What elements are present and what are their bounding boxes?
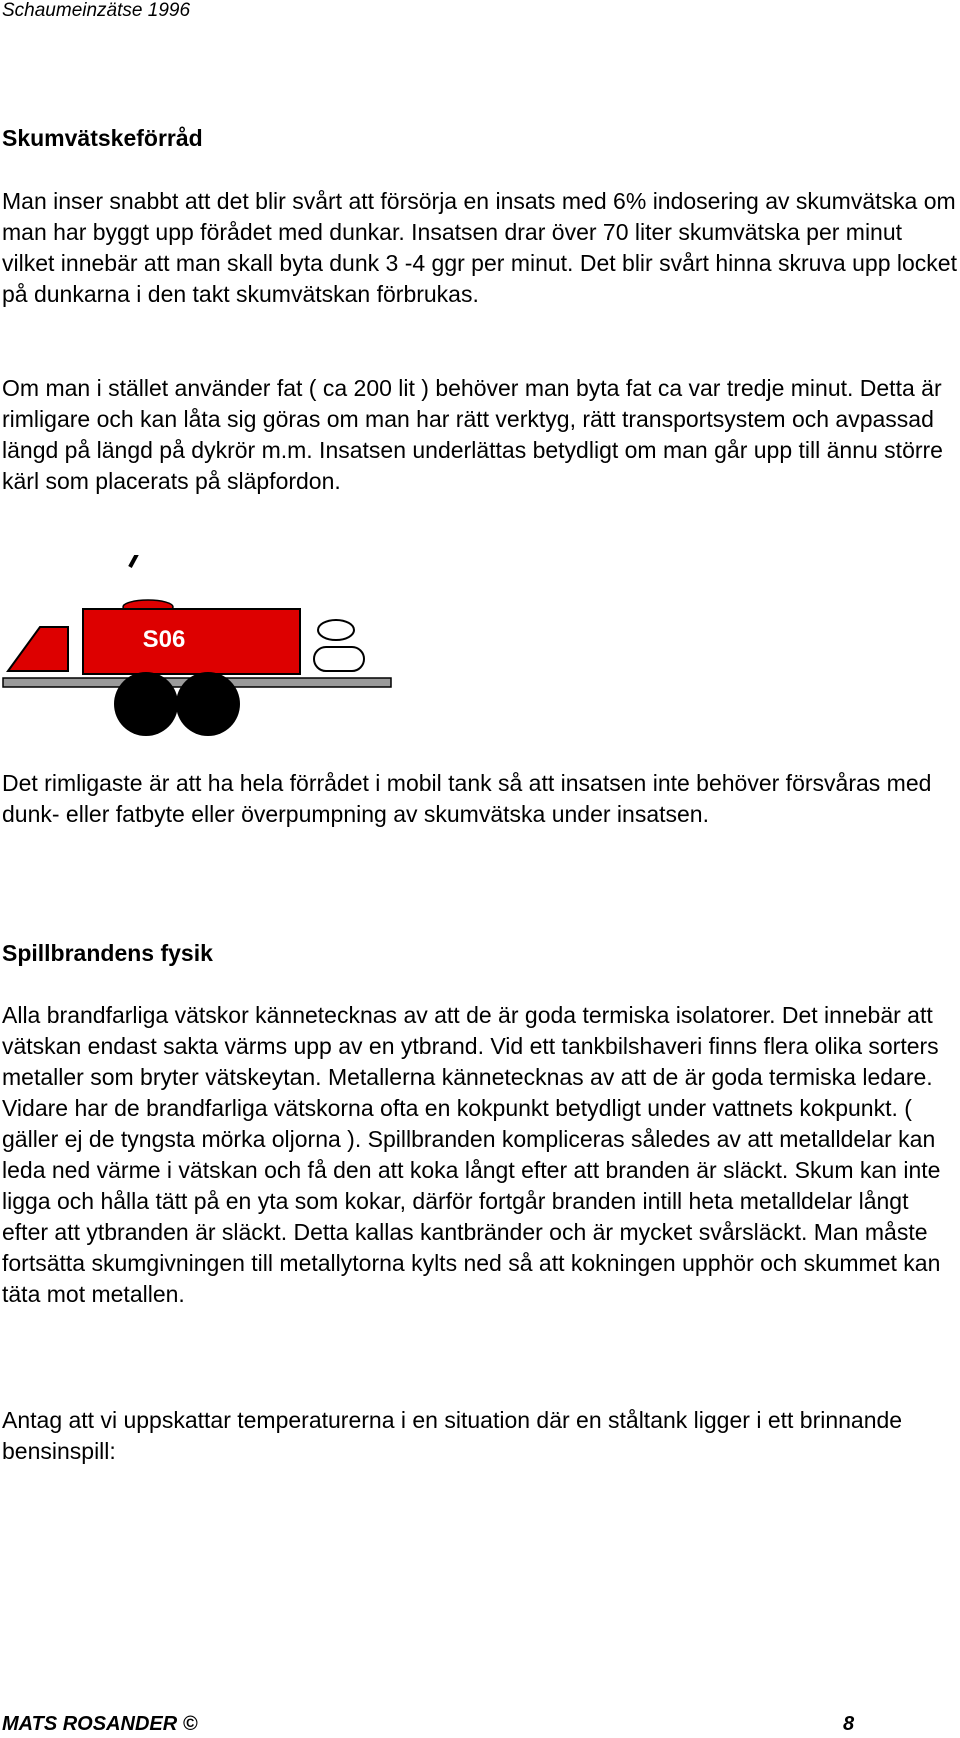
drum-bottom bbox=[314, 647, 364, 671]
paragraph: Om man i stället använder fat ( ca 200 lit ) behöver man byta fat ca var tredje minut. Detta är rimligare och kan låta sig göras om man har rätt verktyg, rätt transportsystem och avpassad längd på längd på dykrör m.m. Insatsen underlättas betydligt om man går upp till ännu större kärl som placerats på släpfordon. bbox=[2, 375, 943, 494]
paragraph: Alla brandfarliga vätskor kännetecknas av att de är goda termiska isolatorer. Det innebär att vätskan endast sakta värms upp av en ytbrand. Vid ett tankbilshaveri finns flera olika sorters metaller som bryter vätskeytan. Metallerna kännetecknas av att de är goda termiska ledare. Vidare har de brandfarliga vätskorna ofta en kokpunkt betydligt under vattnets kokpunkt. ( gäller ej de tyngsta mörka oljorna ). Spillbranden kompliceras således av att metalldelar kan leda ned värme i vätskan och få den att koka långt efter att branden är släckt. Skum kan inte ligga och hålla tätt på en yta som kokar, därför fortgår branden intill heta metalldelar långt efter att ytbranden är släckt. Detta kallas kantbränder och är mycket svårsläckt. Man måste fortsätta skumgivningen till metallytorna kylts ned så att kokningen upphör och skummet kan täta mot metallen. bbox=[2, 1002, 941, 1307]
trailer-front-section bbox=[8, 627, 68, 671]
page-number: 8 bbox=[843, 1713, 855, 1735]
running-header: Schaumeinzätse 1996 bbox=[2, 0, 191, 21]
section-heading-spill-fire-physics: Spillbrandens fysik bbox=[2, 940, 213, 966]
trailer-wheel bbox=[176, 672, 240, 736]
paragraph: Antag att vi uppskattar temperaturerna i en situation där en ståltank ligger i ett brinnande bensinspill: bbox=[2, 1407, 903, 1464]
foam-tank bbox=[83, 609, 300, 674]
footer-author: MATS ROSANDER © bbox=[2, 1713, 198, 1735]
foam-trailer-illustration bbox=[0, 555, 400, 740]
trailer-pole bbox=[130, 555, 150, 567]
trailer-wheel bbox=[114, 672, 178, 736]
section-heading-foam-storage: Skumvätskeförråd bbox=[2, 125, 203, 151]
paragraph: Det rimligaste är att ha hela förrådet i mobil tank så att insatsen inte behöver försvåras med dunk- eller fatbyte eller överpumpning av skumvätska under insatsen. bbox=[2, 770, 932, 827]
drum-top bbox=[318, 620, 354, 640]
tank-label: S06 bbox=[142, 626, 186, 653]
paragraph: Man inser snabbt att det blir svårt att försörja en insats med 6% indosering av skumvätska om man har byggt upp förådet med dunkar. Insatsen drar över 70 liter skumvätska per minut vilket innebär att man skall byta dunk 3 -4 ggr per minut. Det blir svårt hinna skruva upp locket på dunkarna i den takt skumvätskan förbrukas. bbox=[2, 188, 957, 307]
